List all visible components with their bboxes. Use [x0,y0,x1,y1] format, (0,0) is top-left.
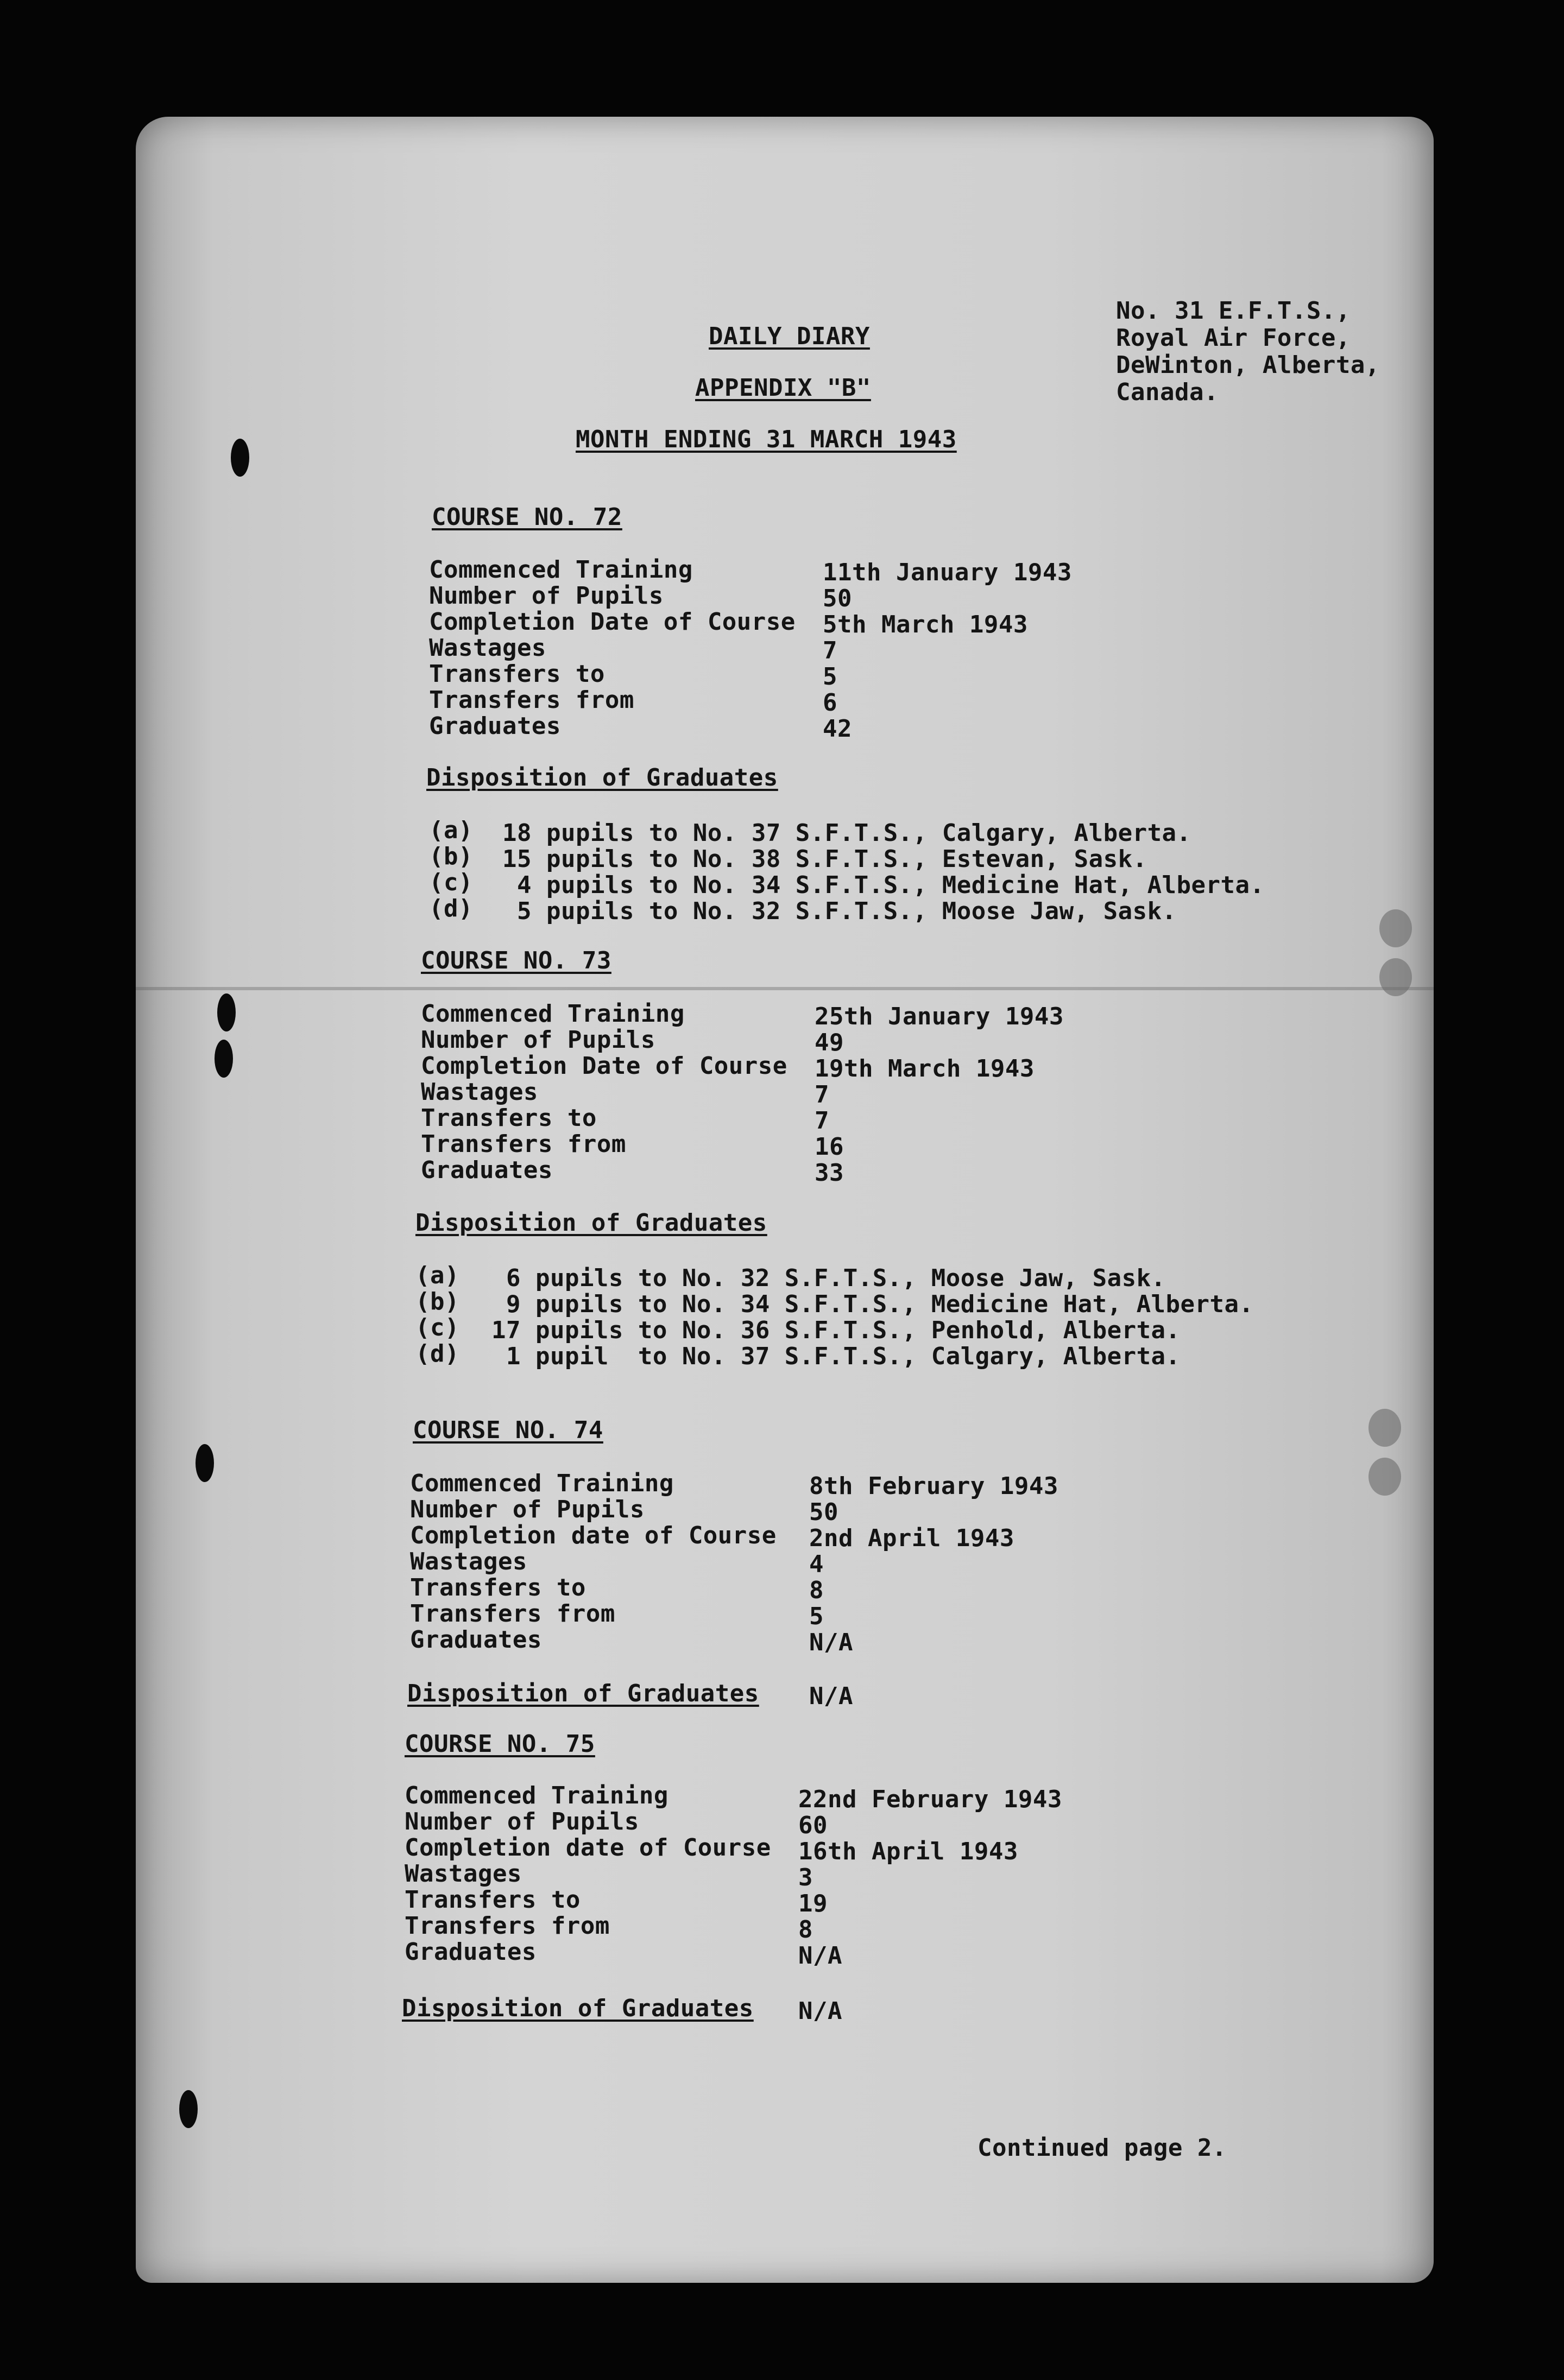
field-value: 8th February 1943 [809,1472,1058,1500]
disposition-text: 17 pupils to No. 36 S.F.T.S., Penhold, Alberta. [491,1316,1181,1344]
field-label: Transfers from [405,1912,610,1940]
disposition-text: 15 pupils to No. 38 S.F.T.S., Estevan, Sask. [502,845,1147,873]
field-label: Graduates [405,1938,537,1966]
field-label: Transfers from [429,686,634,714]
field-value: 8 [798,1916,813,1944]
punch-hole [215,1040,233,1078]
field-label: Graduates [410,1626,542,1654]
disposition-text: 6 pupils to No. 32 S.F.T.S., Moose Jaw, Sask. [491,1264,1166,1292]
disposition-letter: (d) [415,1340,459,1368]
field-label: Wastages [405,1860,522,1888]
field-label: Commenced Training [421,1000,685,1028]
field-value: N/A [798,1942,842,1970]
field-value: 5 [809,1603,824,1630]
field-label: Commenced Training [410,1470,674,1497]
field-label: Transfers to [405,1886,581,1914]
address-line: DeWinton, Alberta, [1116,351,1380,379]
disposition-letter: (a) [429,816,473,844]
disposition-heading: Disposition of Graduates [426,764,778,792]
field-label: Number of Pupils [405,1808,639,1835]
field-value: 19 [798,1890,828,1917]
field-value: 4 [809,1550,824,1578]
course-heading: COURSE NO. 74 [413,1416,603,1444]
field-value: 3 [798,1864,813,1891]
smudge-mark [1368,1458,1401,1496]
punch-hole [217,993,236,1031]
field-label: Wastages [421,1078,538,1106]
field-value: 33 [815,1159,844,1187]
field-label: Transfers to [421,1104,597,1132]
field-label: Transfers to [410,1574,586,1602]
page-fold [136,987,1434,990]
field-label: Commenced Training [405,1782,669,1809]
smudge-mark [1379,909,1412,947]
field-label: Number of Pupils [421,1026,655,1054]
field-value: 50 [809,1498,838,1526]
punch-hole [231,439,249,477]
address-line: No. 31 E.F.T.S., [1116,297,1351,325]
field-value: 6 [823,689,837,717]
address-line: Royal Air Force, [1116,324,1351,352]
punch-hole [179,2090,198,2128]
field-label: Transfers to [429,660,605,688]
smudge-mark [1368,1409,1401,1447]
field-label: Completion Date of Course [429,608,796,636]
field-value: 7 [815,1081,829,1109]
field-value: 5th March 1943 [823,611,1028,638]
disposition-text: 4 pupils to No. 34 S.F.T.S., Medicine Hat, Alberta. [502,871,1265,899]
field-value: 60 [798,1812,828,1839]
smudge-mark [1379,958,1412,996]
disposition-text: 9 pupils to No. 34 S.F.T.S., Medicine Hat, Alberta. [491,1290,1254,1318]
appendix-label: APPENDIX "B" [695,374,871,402]
course-heading: COURSE NO. 72 [432,503,622,531]
disposition-value: N/A [809,1682,853,1710]
disposition-heading: Disposition of Graduates [415,1209,767,1237]
disposition-text: 5 pupils to No. 32 S.F.T.S., Moose Jaw, Sask. [502,897,1177,925]
field-value: N/A [809,1629,853,1656]
punch-hole [195,1444,214,1482]
disposition-letter: (c) [429,869,473,896]
field-value: 8 [809,1577,824,1604]
field-label: Commenced Training [429,556,693,584]
disposition-value: N/A [798,1997,842,2025]
disposition-heading: Disposition of Graduates [407,1680,759,1707]
month-ending: MONTH ENDING 31 MARCH 1943 [576,426,957,453]
field-label: Completion date of Course [405,1834,771,1862]
field-value: 11th January 1943 [823,559,1072,586]
document-title: DAILY DIARY [709,322,870,350]
field-value: 16 [815,1133,844,1161]
field-label: Transfers from [421,1130,626,1158]
disposition-letter: (d) [429,895,473,922]
field-value: 19th March 1943 [815,1055,1035,1083]
field-label: Wastages [410,1548,527,1575]
disposition-letter: (b) [429,843,473,870]
field-value: 16th April 1943 [798,1838,1018,1865]
disposition-letter: (c) [415,1314,459,1341]
field-value: 22nd February 1943 [798,1786,1062,1813]
field-value: 49 [815,1029,844,1056]
field-value: 7 [823,637,837,664]
disposition-text: 18 pupils to No. 37 S.F.T.S., Calgary, Alberta. [502,819,1191,847]
disposition-heading: Disposition of Graduates [402,1995,754,2022]
disposition-letter: (a) [415,1262,459,1289]
course-heading: COURSE NO. 75 [405,1730,595,1758]
field-value: 7 [815,1107,829,1135]
field-value: 5 [823,663,837,691]
address-line: Canada. [1116,378,1219,406]
field-value: 50 [823,585,852,612]
field-label: Wastages [429,634,546,662]
disposition-text: 1 pupil to No. 37 S.F.T.S., Calgary, Alberta. [491,1343,1181,1370]
field-label: Transfers from [410,1600,615,1628]
field-label: Completion date of Course [410,1522,777,1549]
field-label: Number of Pupils [410,1496,645,1523]
field-label: Completion Date of Course [421,1052,787,1080]
field-label: Graduates [429,712,561,740]
continued-note: Continued page 2. [977,2134,1227,2162]
field-label: Graduates [421,1156,553,1184]
field-label: Number of Pupils [429,582,664,610]
field-value: 25th January 1943 [815,1003,1064,1030]
field-value: 42 [823,715,852,743]
disposition-letter: (b) [415,1288,459,1315]
course-heading: COURSE NO. 73 [421,947,611,974]
field-value: 2nd April 1943 [809,1524,1014,1552]
